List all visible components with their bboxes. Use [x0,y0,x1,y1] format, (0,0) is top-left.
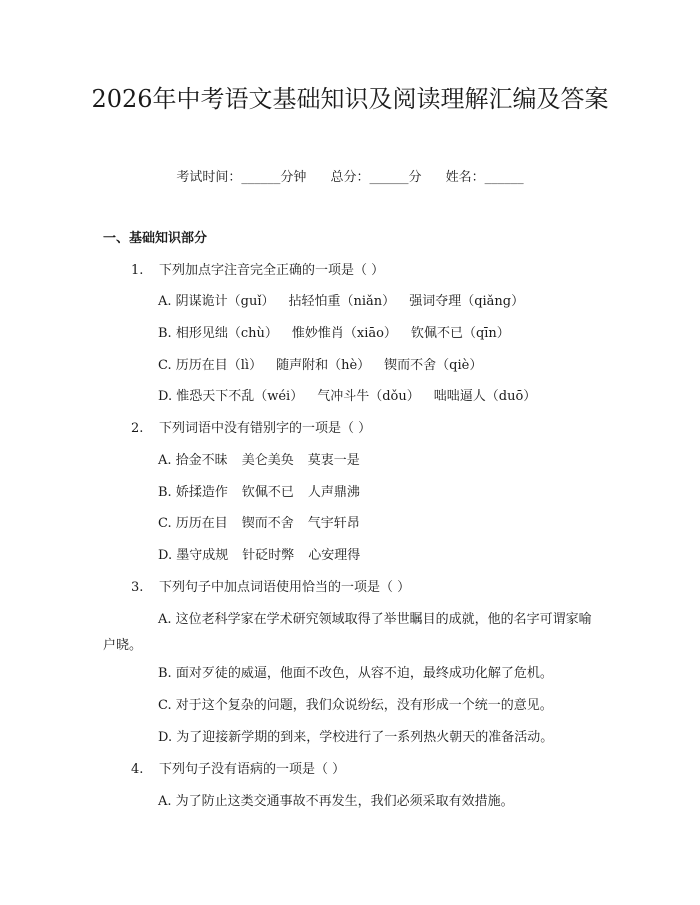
question-3-option-a [103,607,603,659]
option-label: B. [158,666,172,681]
question-1-option-a [158,292,524,312]
option-item: 美仑美奂 [241,453,294,468]
option-item: 历历在目（lì） [175,358,263,373]
option-item: 随声附和（hè） [276,358,371,373]
question-1-option-b [158,324,510,344]
section-heading: 一、基础知识部分 [103,231,208,246]
option-item: 强词夺理（qiǎng） [409,294,525,309]
option-item: 人声鼎沸 [307,485,360,500]
option-item: 莫衷一是 [307,453,360,468]
option-item: 针砭时弊 [242,548,295,563]
option-label: C. [158,698,172,713]
option-text: 面对歹徒的威逼，他面不改色，从容不迫，最终成功化解了危机。 [175,666,553,681]
option-item: 钦佩不已 [241,485,294,500]
option-label: A. [158,453,172,468]
question-number: 1. [131,263,144,278]
question-2-option-a [158,451,360,471]
question-number: 2. [131,421,144,436]
exam-info [0,168,700,188]
question-3-option-d [158,728,553,748]
option-item: 惟妙惟肖（xiāo） [291,326,397,341]
option-label: D. [158,730,173,745]
question-2-option-c [158,514,360,534]
option-label: B. [158,485,172,500]
question-1-option-d [158,387,536,407]
question-number: 3. [131,580,144,595]
exam-total-score: 总分：______分 [330,170,422,185]
option-label: D. [158,548,173,563]
option-item: 惟恐天下不乱（wéi） [176,389,304,404]
option-item: 锲而不舍（qiè） [384,358,483,373]
question-text: 下列句子没有语病的一项是（ ） [159,762,346,777]
option-item: 历历在目 [175,516,228,531]
question-1 [131,261,384,281]
option-item: 心安理得 [308,548,361,563]
exam-time: 考试时间：______分钟 [176,170,307,185]
option-item: 墨守成规 [176,548,229,563]
question-4-option-a [158,792,514,812]
option-text: 对于这个复杂的问题，我们众说纷纭，没有形成一个统一的意见。 [175,698,553,713]
question-text: 下列句子中加点词语使用恰当的一项是（ ） [159,580,411,595]
option-item: 锲而不舍 [241,516,294,531]
option-text: 为了防止这类交通事故不再发生，我们必须采取有效措施。 [175,794,514,809]
option-label: A. [158,794,172,809]
option-label: C. [158,358,172,373]
option-item: 气宇轩昂 [307,516,360,531]
question-3 [131,578,410,598]
option-item: 钦佩不已（qīn） [410,326,510,341]
option-text: 为了迎接新学期的到来，学校进行了一系列热火朝天的准备活动。 [176,730,554,745]
option-label: D. [158,389,173,404]
option-item: 娇揉造作 [175,485,228,500]
option-label: B. [158,326,172,341]
option-item: 相形见绌（chù） [175,326,278,341]
question-3-option-b [158,664,553,684]
option-item: 咄咄逼人（duō） [433,389,537,404]
option-item: 阴谋诡计（guǐ） [175,294,275,309]
option-label: A. [158,294,172,309]
question-4 [131,760,345,780]
question-2 [131,419,371,439]
option-item: 气冲斗牛（dǒu） [317,389,420,404]
question-text: 下列加点字注音完全正确的一项是（ ） [159,263,385,278]
question-2-option-d [158,546,360,566]
question-2-option-b [158,483,360,503]
option-text: 这位老科学家在学术研究领域取得了举世瞩目的成就，他的名字可谓家喻户晓。 [103,612,592,653]
document-title: 2026年中考语文基础知识及阅读理解汇编及答案 [91,85,609,113]
option-label: C. [158,516,172,531]
question-text: 下列词语中没有错别字的一项是（ ） [159,421,372,436]
option-item: 拾金不昧 [175,453,228,468]
option-label: A. [158,612,172,627]
option-item: 拈轻怕重（niǎn） [288,294,396,309]
exam-name: 姓名：______ [445,170,524,185]
question-3-option-c [158,696,553,716]
question-1-option-c [158,356,482,376]
question-number: 4. [131,762,144,777]
